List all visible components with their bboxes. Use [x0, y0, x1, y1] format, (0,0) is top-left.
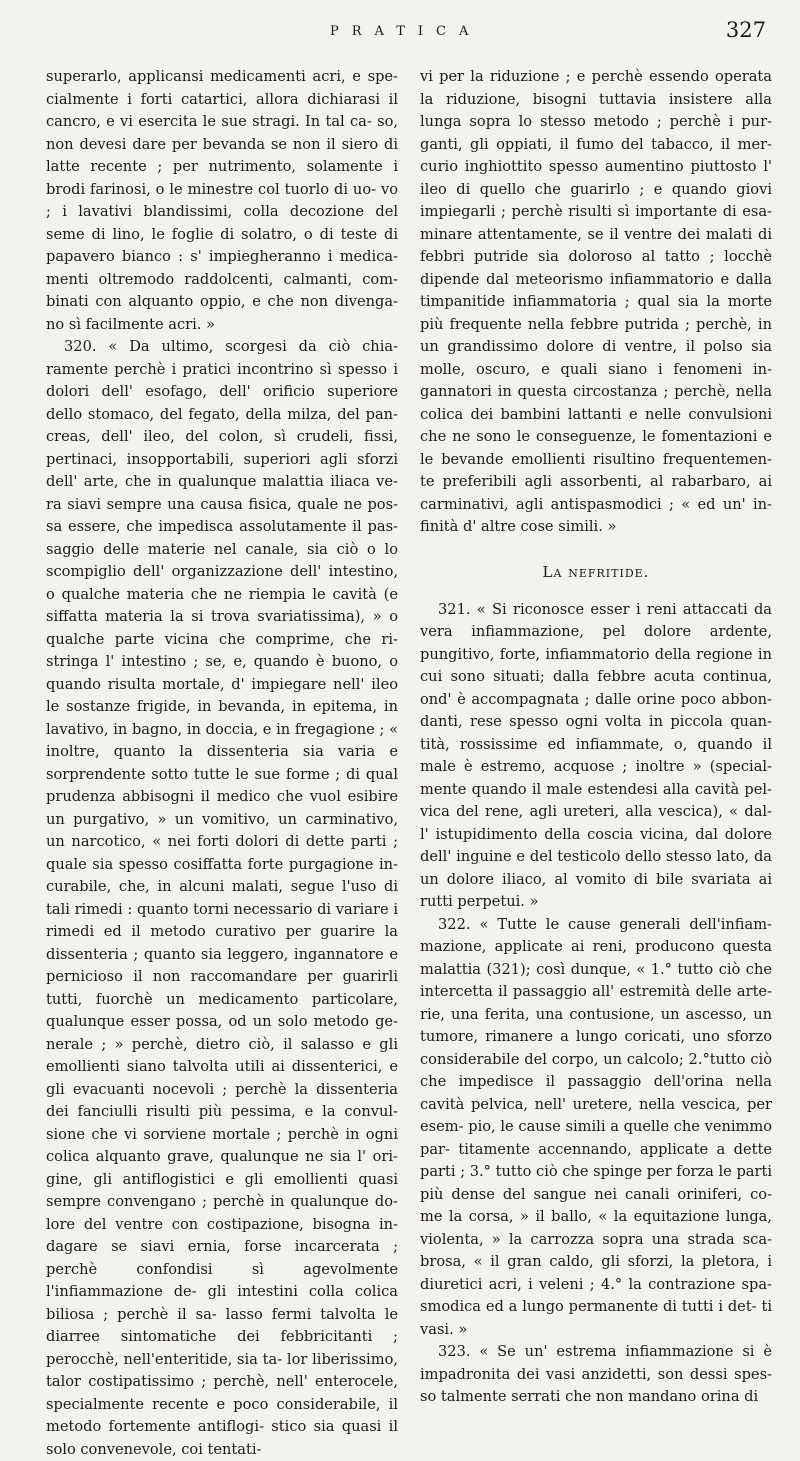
paragraph-320: 320. « Da ultimo, scorgesi da ciò chia- ramente perchè i pratici incontrino sì spesso i dolori dell' esofago, dell' orificio superiore dello stomaco, del fegato, della milza, del pan- creas, dell' ileo, del colon, sì crudeli, fissi, pertinaci, insopportabili, superiori agli sforzi dell' arte, che in qualunque malattia iliaca ve- ra siavi sempre una causa fisica, quale ne pos- sa essere, che impedisca assolutamente il pas- saggio delle materie nel canale, sia ciò o lo scompiglio dell' organizzazione dell' intestino, o qualche materia che ne riempia le cavità (e siffatta materia la si trova svariatissima), » o qualche parte vicina che comprime, che ri- stringa l' intestino ; se, e, quando è buono, o quando risulta mortale, d' impiegare nell' ileo le sostanze frigide, in bevanda, in epitema, in lavativo, in bagno, in doccia, e in fregagione ; « inoltre, quanto la dissenteria sia varia e sorprendente sotto tutte le sue forme ; di qual prudenza abbisogni il medico che vuol esibire un purgativo, » un vomitivo, un carminativo, un narcotico, « nei forti dolori di dette parti ; quale sia spesso cosiffatta forte purgagione in- curabile, che, in alcuni malati, segue l'uso di tali rimedi : quanto torni necessario di variare i rimedi ed il metodo curativo per guarire la dissenteria ; quanto sia leggero, ingannatore e pernicioso il non raccomandare per guarirli tutti, fuorchè un medicamento particolare, qualunque esser possa, od un solo metodo ge- nerale ; » perchè, dietro ciò, il salasso e gli emollienti siano talvolta utili ai dissenterici, e gli evacuanti nocevoli ; perchè la dissenteria dei fanciulli risulti più pessima, e la convul- sione che vi sorviene mortale ; perchè in ogni colica alquanto grave, qualunque ne sia l' ori- gine, gli antiflogistici e gli emollienti quasi sempre convengano ; perchè in qualunque do- lore del ventre con costipazione, bisogna in- dagare se siavi ernia, forse incarcerata ; perchè confondisi sì agevolmente l'infiammazione de- gli intestini colla colica biliosa ; perchè il sa- lasso fermi talvolta le diarree sintomatiche dei febbricitanti ; perocchè, nell'enteritide, sia ta- lor liberissimo, talor costipatissimo ; perchè, nell' enterocele, specialmente recente e poco considerabile, il metodo fortemente antiflogi- stico sia quasi il solo convenevole, coi tentati-	[46, 338, 398, 1458]
text-columns	[46, 66, 772, 1461]
paragraph-323: 323. « Se un' estrema infiammazione si è impadronita dei vasi anzidetti, son dessi spes- so talmente serrati che non mandano orina di	[420, 1343, 772, 1405]
right-column	[420, 66, 772, 1461]
paragraph-321: 321. « Si riconosce esser i reni attaccati da vera infiammazione, pel dolore ardente, pungitivo, forte, infiammatorio della regione in cui sono situati; dalla febbre acuta continua, ond' è accompagnata ; dalle orine poco abbon- danti, rese spesso ogni volta in piccola quan- tità, rossissime ed infiammate, o, quando il male è estremo, acquose ; inoltre » (special- mente quando il male estendesi alla cavità pel- vica del rene, agli ureteri, alla vescica), « dal- l' istupidimento della coscia vicina, dal dolore dell' inguine e del testicolo dello stesso lato, da un dolore iliaco, al vomito di bile svariata ai rutti perpetui. »	[420, 600, 772, 910]
running-head	[0, 16, 800, 46]
paragraph-continued: superarlo, applicansi medicamenti acri, e spe- cialmente i forti catartici, allora dichiarasi il cancro, e vi esercita le sue stragi. In tal ca- so, non devesi dare per bevanda se non il siero di latte recente ; per nutrimento, solamente i brodi farinosi, o le minestre col tuorlo di uo- vo ; i lavativi blandissimi, colla decozione del seme di lino, le foglie di solatro, o di teste di papavero bianco : s' impiegheranno i medica- menti oltremodo raddolcenti, calmanti, com- binati con alquanto oppio, e che non divenga- no sì facilmente acri. »	[46, 68, 398, 333]
section-heading: La nefritide.	[542, 562, 650, 581]
paragraph-322: 322. « Tutte le cause generali dell'infiam- mazione, applicate ai reni, producono questa malattia (321); così dunque, « 1.° tutto ciò che intercetta il passaggio all' estremità delle arte- rie, una ferita, una contusione, un ascesso, un tumore, rimanere a lungo coricati, uno sforzo considerabile del corpo, un calcolo; 2.°tutto ciò che impedisce il passaggio dell'orina nella cavità pelvica, nell' uretere, nella vescica, per esem- pio, le cause simili a quelle che venimmo par- titamente accennando, applicate a dette parti ; 3.° tutto ciò che spinge per forza le parti più dense del sangue nei canali oriniferi, co- me la corsa, » il ballo, « la equitazione lunga, violenta, » la carrozza sopra una strada sca- brosa, « il gran caldo, gli sforzi, la pletora, i diuretici acri, i veleni ; 4.° la contrazione spa- smodica ed a lungo permanente di tutti i det- ti vasi. »	[420, 915, 772, 1338]
paragraph-continued-right: vi per la riduzione ; e perchè essendo operata la riduzione, bisogni tuttavia insistere alla lunga sopra lo stesso metodo ; perchè i pur- ganti, gli oppiati, il fumo del tabacco, il mer- curio inghiottito spesso aumentino piuttosto l' ileo di quello che guarirlo ; e quando giovi impiegarli ; perchè risulti sì importante di esa- minare attentamente, se il ventre dei malati di febbri putride sia doloroso al tatto ; locchè dipende dal meteorismo infiammatorio e dalla timpanitide infiammatoria ; qual sia la morte più frequente nella febbre putrida ; perchè, in un grandissimo dolore di ventre, il polso sia molle, oscuro, e quali siano i fenomeni in- gannatori in questa circostanza ; perchè, nella colica dei bambini lattanti e nelle convulsioni che ne sono le conseguenze, le fomentazioni e le bevande emollienti risultino frequentemen- te preferibili agli assorbenti, al rabarbaro, ai carminativi, agli antispasmodici ; « ed un' in- finità d' altre cose simili. »	[420, 68, 772, 535]
page-number: 327	[725, 18, 766, 42]
left-column	[46, 66, 398, 1461]
running-title: PRATICA	[330, 24, 482, 39]
